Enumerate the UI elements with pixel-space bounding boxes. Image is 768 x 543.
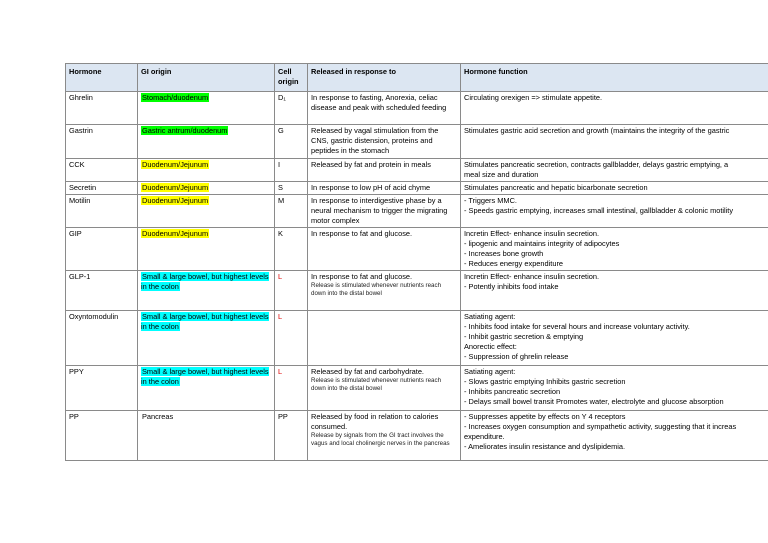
hormone-function-cell [461, 159, 768, 182]
release-trigger-cell [308, 195, 461, 228]
gi-origin: Stomach/duodenum [142, 93, 209, 102]
function-line: - Suppression of ghrelin release [464, 352, 569, 361]
hormone-name: PPY [66, 366, 138, 411]
hormone-name: Motilin [66, 195, 138, 228]
gi-origin-cell [138, 228, 275, 271]
function-line: - Inhibits pancreatic secretion [464, 387, 561, 396]
release-trigger: In response to interdigestive phase by a neural mechanism to trigger the migrating motor complex [311, 196, 448, 225]
function-line: - Inhibits food intake for several hours and increase voluntary activity. [464, 322, 690, 331]
hormone-name: PP [66, 411, 138, 461]
table-row [66, 92, 768, 125]
hormone-name: GLP-1 [66, 271, 138, 311]
table-row [66, 195, 768, 228]
release-trigger: In response to fat and glucose. [311, 272, 413, 281]
hormone-name: Oxyntomodulin [66, 311, 138, 366]
release-trigger-cell [308, 411, 461, 461]
hormone-function-cell [461, 311, 768, 366]
header-hormone: Hormone [66, 64, 138, 92]
table-row [66, 411, 768, 461]
header-released-in-response-to: Released in response to [308, 64, 461, 92]
function-line: Satiating agent: [464, 312, 516, 321]
release-note: Release is stimulated whenever nutrients reach down into the distal bowel [311, 377, 442, 392]
hormone-function-cell [461, 366, 768, 411]
function-line: - lipogenic and maintains integrity of adipocytes [464, 239, 620, 248]
release-note: Release by signals from the GI tract involves the vagus and local cholinergic nerves in the pancreas [311, 432, 450, 447]
hormone-name: GIP [66, 228, 138, 271]
release-trigger: In response to low pH of acid chyme [311, 183, 431, 192]
header-hormone-function: Hormone function [461, 64, 768, 92]
release-trigger-cell [308, 228, 461, 271]
hormone-function-cell [461, 271, 768, 311]
table-row [66, 271, 768, 311]
gi-origin-cell [138, 271, 275, 311]
hormone-table [65, 63, 768, 461]
hormone-function-cell [461, 411, 768, 461]
function-line: - Potently inhibits food intake [464, 282, 559, 291]
function-line: - Reduces energy expenditure [464, 259, 564, 268]
gi-origin-cell [138, 125, 275, 159]
function-line: Incretin Effect- enhance insulin secretion. [464, 272, 600, 281]
release-trigger-cell [308, 311, 461, 366]
release-trigger-cell [308, 366, 461, 411]
release-trigger-cell [308, 125, 461, 159]
function-line: Anorectic effect: [464, 342, 517, 351]
gi-origin-cell [138, 92, 275, 125]
gi-origin-cell [138, 366, 275, 411]
function-line: Stimulates pancreatic and hepatic bicarbonate secretion [464, 183, 648, 192]
table-row [66, 125, 768, 159]
table-row [66, 228, 768, 271]
table-header [66, 64, 768, 92]
header-cell-origin: Cell origin [275, 64, 308, 92]
hormone-name: CCK [66, 159, 138, 182]
hormone-name: Gastrin [66, 125, 138, 159]
function-line: meal size and duration [464, 170, 539, 179]
release-trigger: Released by food in relation to calories consumed. [311, 412, 439, 431]
release-trigger: In response to fasting, Anorexia, celiac disease and peak with scheduled feeding [311, 93, 447, 112]
cell-origin: M [275, 195, 308, 228]
function-line: Stimulates gastric acid secretion and growth (maintains the integrity of the gastric [464, 126, 730, 135]
function-line: - Increases oxygen consumption and sympathetic activity, suggesting that it increas [464, 422, 737, 431]
gi-origin: Duodenum/Jejunum [142, 229, 209, 238]
cell-origin: L [275, 271, 308, 311]
table-body [66, 92, 768, 461]
cell-origin: PP [275, 411, 308, 461]
table-row [66, 159, 768, 182]
gi-origin-cell [138, 411, 275, 461]
function-line: - Ameliorates insulin resistance and dyslipidemia. [464, 442, 626, 451]
hormone-function-cell [461, 182, 768, 195]
function-line: - Slows gastric emptying Inhibits gastric secretion [464, 377, 626, 386]
gi-origin-cell [138, 311, 275, 366]
function-line: Stimulates pancreatic secretion, contracts gallbladder, delays gastric emptying, a [464, 160, 729, 169]
release-trigger: Released by fat and carbohydrate. [311, 367, 424, 376]
release-trigger-cell [308, 92, 461, 125]
release-trigger-cell [308, 182, 461, 195]
hormone-function-cell [461, 228, 768, 271]
cell-origin: S [275, 182, 308, 195]
gi-origin: Small & large bowel, but highest levels in the colon [141, 312, 269, 331]
table-row [66, 311, 768, 366]
cell-origin: I [275, 159, 308, 182]
function-line: - Inhibit gastric secretion & emptying [464, 332, 584, 341]
table-row [66, 182, 768, 195]
cell-origin: D₁ [275, 92, 308, 125]
cell-origin: L [275, 311, 308, 366]
table-row [66, 366, 768, 411]
function-line: expenditure. [464, 432, 505, 441]
function-line: - Triggers MMC. [464, 196, 517, 205]
hormone-function-cell [461, 125, 768, 159]
header-gi-origin: GI origin [138, 64, 275, 92]
hormone-name: Ghrelin [66, 92, 138, 125]
hormone-function-cell [461, 195, 768, 228]
gi-origin: Pancreas [142, 412, 174, 421]
release-trigger: Released by fat and protein in meals [311, 160, 431, 169]
gi-origin: Duodenum/Jejunum [142, 183, 209, 192]
gi-origin: Gastric antrum/duodenum [142, 126, 228, 135]
gi-origin: Duodenum/Jejunum [142, 160, 209, 169]
gi-origin: Duodenum/Jejunum [142, 196, 209, 205]
cell-origin: K [275, 228, 308, 271]
hormone-name: Secretin [66, 182, 138, 195]
release-trigger: Released by vagal stimulation from the CNS, gastric distension, proteins and peptides in the stomach [311, 126, 439, 155]
release-trigger-cell [308, 159, 461, 182]
function-line: - Increases bone growth [464, 249, 544, 258]
gi-origin-cell [138, 195, 275, 228]
function-line: - Suppresses appetite by effects on Y 4 receptors [464, 412, 626, 421]
hormone-function-cell [461, 92, 768, 125]
function-line: - Speeds gastric emptying, increases small intestinal, gallbladder & colonic motility [464, 206, 734, 215]
gi-origin: Small & large bowel, but highest levels in the colon [141, 367, 269, 386]
function-line: Circulating orexigen => stimulate appetite. [464, 93, 603, 102]
gi-origin-cell [138, 159, 275, 182]
function-line: Satiating agent: [464, 367, 516, 376]
release-trigger-cell [308, 271, 461, 311]
release-trigger: In response to fat and glucose. [311, 229, 413, 238]
gi-origin: Small & large bowel, but highest levels in the colon [141, 272, 269, 291]
cell-origin: G [275, 125, 308, 159]
function-line: Incretin Effect- enhance insulin secretion. [464, 229, 600, 238]
function-line: - Delays small bowel transit Promotes water, electrolyte and glucose absorption [464, 397, 724, 406]
cell-origin: L [275, 366, 308, 411]
gi-origin-cell [138, 182, 275, 195]
release-note: Release is stimulated whenever nutrients reach down into the distal bowel [311, 282, 442, 297]
